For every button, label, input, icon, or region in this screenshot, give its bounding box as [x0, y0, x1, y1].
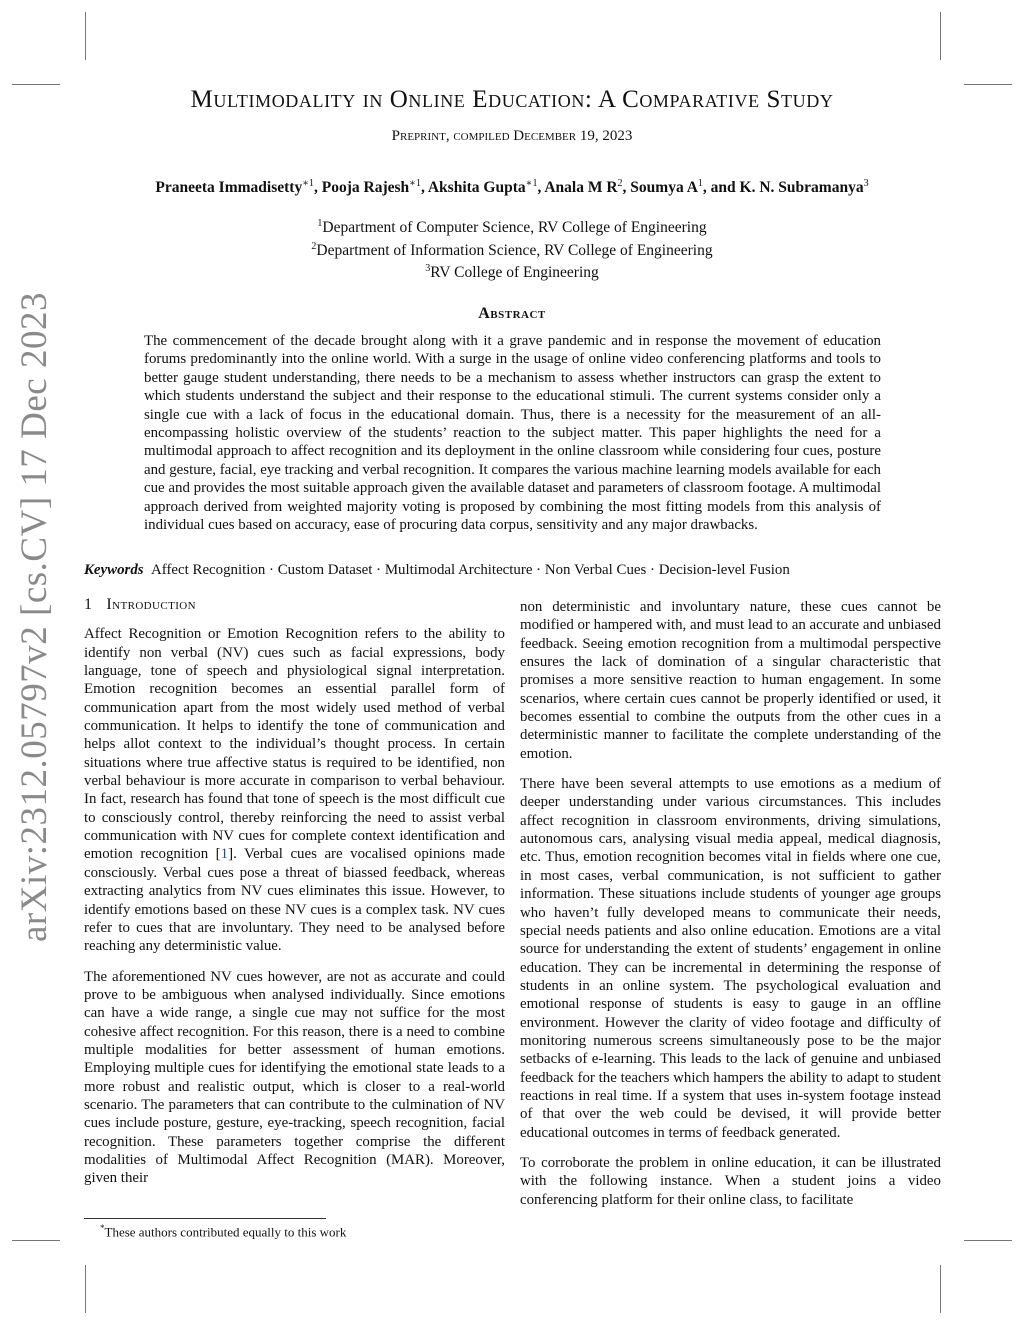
- right-column: [520, 598, 941, 1221]
- crop-mark: [85, 12, 86, 60]
- citation-link[interactable]: 1: [220, 846, 229, 863]
- author: Anala M $R^2$,: [544, 178, 631, 197]
- affiliation: $^1$Department of Computer Science, RV College of Engineering: [317, 218, 707, 237]
- author: Pooja Rajesh$^{∗1}$,: [321, 178, 428, 197]
- section-heading: 1 Introduction: [84, 596, 196, 613]
- affiliation: $^2$Department of Information Science, RV College of Engineering: [311, 240, 713, 259]
- abstract-text: The commencement of the decade brought along with it a grave pandemic and in response the movement of education forums predominantly into the online world. With a surge in the usage of online video conferencing platforms and tools to better gauge student understanding, there needs to be a mechanism to assess whether instructors can grasp the extent to which students understand the subject and their response to the educational stimuli. The current systems consider only a single cue with a lack of focus in the educational domain. Thus, there is a necessity for the measurement of an all-encompassing holistic overview of the students’ reaction to the subject matter. This paper highlights the need for a multimodal approach to affect recognition and its deployment in the online classroom while considering four cues, posture and gesture, facial, eye tracking and verbal recognition. It compares the various machine learning models available for each cue and provides the most suitable approach given the available dataset and parameters of classroom footage. A multimodal approach derived from weighted majority voting is proposed by combining the most fitting models from this analysis of individual cues based on accuracy, ease of procuring data corpus, sensitivity and any major drawbacks.: [144, 333, 881, 534]
- crop-mark: [12, 1240, 60, 1241]
- crop-mark: [964, 1240, 1012, 1241]
- arxiv-identifier: arXiv:2312.05797v2 [cs.CV] 17 Dec 2023: [14, 292, 55, 942]
- abstract-heading: Abstract: [478, 305, 546, 322]
- author: Akshita Gupta$^{∗1}$,: [427, 178, 545, 197]
- crop-mark: [940, 12, 941, 60]
- crop-mark: [964, 84, 1012, 85]
- crop-mark: [85, 1265, 86, 1313]
- paragraph: To corroborate the problem in online education, it can be illustrated with the following instance. When a student joins a video conferencing platform for their online class, to facilitate: [520, 1154, 941, 1208]
- keywords-list: Affect Recognition · Custom Dataset · Multimodal Architecture · Non Verbal Cues · Decision-level Fusion: [151, 562, 790, 578]
- affiliations: [0, 215, 1024, 283]
- author: Soumya $A^1$, and: [630, 178, 740, 197]
- paragraph: non deterministic and involuntary nature, these cues cannot be modified or hampered with, and must lead to an accurate and unbiased feedback. Seeing emotion recognition from a multimodal perspective ensures the lack of domination of a singular characteristic that promises a more sensitive reaction to human engagement. In some scenarios, where certain cues cannot be properly identified or used, it becomes essential to combine the outputs from the other cues in a deterministic manner to facilitate the complete understanding of the emotion.: [520, 599, 941, 762]
- paper-title: Multimodality in Online Education: A Comparative Study: [190, 86, 834, 113]
- author: K. N. Subramanya$^3$: [739, 178, 869, 197]
- author: Praneeta Immadisetty$^{∗1}$,: [155, 178, 322, 197]
- crop-mark: [940, 1265, 941, 1313]
- crop-mark: [12, 84, 60, 85]
- affiliation: $^3$RV College of Engineering: [425, 263, 599, 282]
- preprint-date: Preprint, compiled December 19, 2023: [391, 128, 633, 144]
- paragraph: Affect Recognition or Emotion Recognition refers to the ability to identify non verbal (NV) cues such as facial expressions, body language, tone of speech and physiological signal interpretation. Emotion recognition becomes an essential parallel form of communication apart from the most widely used method of verbal communication. It helps to identify the tone of communication and helps allot context to the individual’s thought process. In certain situations where true affective status is required to be identified, non verbal behaviour is more accurate in comparison to verbal behaviour. In fact, research has found that tone of speech is the most difficult cue to consciously control, thereby reinforcing the need to assist verbal communication with NV cues for complete context identification and emotion recognition [1]. Verbal cues are vocalised opinions made consciously. Verbal cues pose a threat of biassed feedback, whereas extracting analytics from NV cues eliminates this issue. However, to identify emotions based on these NV cues is a complex task. NV cues refer to cues that are involuntary. They need to be analysed before reaching any deterministic value.: [84, 626, 505, 955]
- footnote: *These authors contributed equally to this work: [100, 1223, 347, 1240]
- paragraph: The aforementioned NV cues however, are not as accurate and could prove to be ambiguous when analysed individually. Since emotions can have a wide range, a single cue may not suffice for the most cohesive affect recognition. For this reason, there is a need to combine multiple modalities for better assessment of human emotions. Employing multiple cues for identifying the emotional state leads to a more robust and realistic output, which is closer to a real-world scenario. The parameters that can contribute to the culmination of NV cues include posture, gesture, eye-tracking, speech recognition, facial recognition. These parameters together comprise the different modalities of Multimodal Affect Recognition (MAR). Moreover, given their: [84, 968, 505, 1187]
- author-list: [0, 178, 1024, 197]
- keywords-label: Keywords: [84, 562, 144, 578]
- paragraph: There have been several attempts to use emotions as a medium of deeper understanding under various circumstances. This includes affect recognition in classroom environments, driving simulations, autonomous cars, analysing visual media appeal, medical diagnosis, etc. Thus, emotion recognition becomes vital in fields where one cue, in most cases, verbal communication, is not sufficient to gather information. These situations include students of younger age groups who haven’t fully developed means to communicate their needs, special needs patients and also online education. Emotions are a vital source for understanding the extent of students’ engagement in online education. They can be incremental in determining the response of students in an online system. The psychological evaluation and emotional response of students is easy to gauge in an offline environment. However the clarity of video footage and difficulty of monitoring numerous screens simultaneously pose to be the major setbacks of e-learning. This leads to the lack of genuine and unbiased feedback for the teachers which hampers the ability to adapt to student reactions in real time. If a system that uses in-system footage instead of that over the web could be devised, it will provide better educational outcomes in terms of feedback generated.: [520, 776, 941, 1141]
- footnote-rule: [84, 1218, 326, 1219]
- left-column: [84, 596, 505, 1200]
- keywords: [84, 562, 944, 579]
